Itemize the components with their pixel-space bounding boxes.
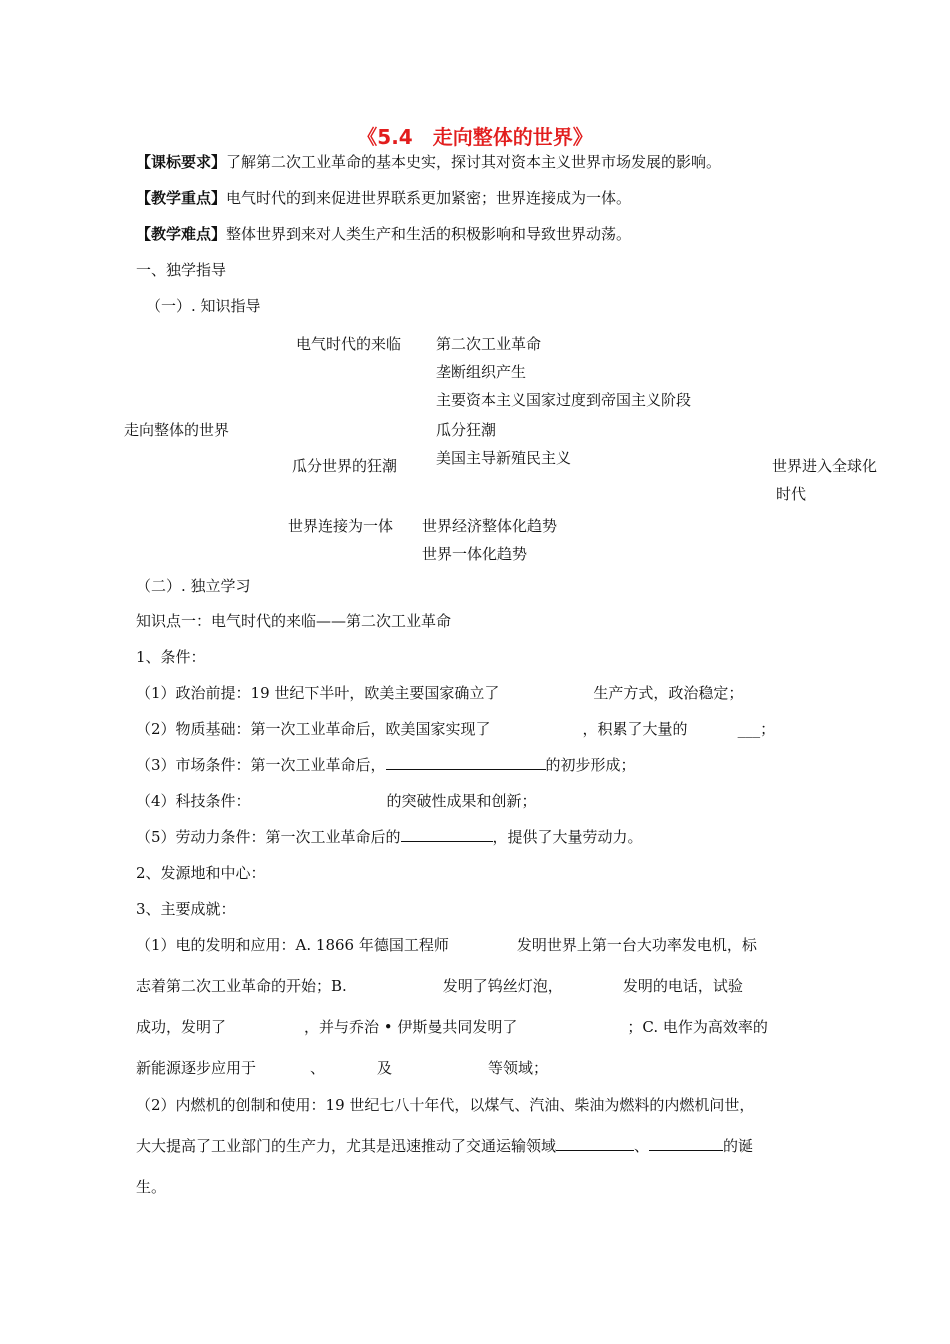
outline-item: 瓜分狂潮 [436,421,497,439]
requirement-label: 【课标要求】 [136,153,227,171]
condition-market: （3）市场条件：第一次工业革命后， 的初步形成； [136,756,636,774]
fill-blank[interactable] [401,827,493,842]
requirement-text: 整体世界到来对人类生产和生活的积极影响和导致世界动荡。 [226,225,632,243]
requirement-text: 电气时代的到来促进世界联系更加紧密；世界连接成为一体。 [226,189,632,207]
fill-blank[interactable] [386,755,546,770]
subsection-heading: （二）. 独立学习 [136,577,251,595]
requirement-label: 【教学重点】 [136,189,227,207]
outline-item: 世界一体化趋势 [422,545,528,563]
outline-branch-partition: 瓜分世界的狂潮 [292,457,398,475]
outline-item: 世界经济整体化趋势 [422,517,558,535]
requirement-standard [136,152,721,172]
question-origin: 2、发源地和中心： [136,864,266,882]
outline-item: 垄断组织产生 [436,363,527,381]
condition-material: （2）物质基础：第一次工业革命后，欧美国家实现了 ，积累了大量的 ___； [136,720,776,738]
fill-blank[interactable] [649,1136,723,1151]
achievement-electric-line3: 成功，发明了 ，并与乔治 • 伊斯曼共同发明了 ；C. 电作为高效率的 [136,1018,768,1036]
condition-labor: （5）劳动力条件：第一次工业革命后的 ，提供了大量劳动力。 [136,828,643,846]
question-conditions: 1、条件： [136,648,206,666]
outline-item: 美国主导新殖民主义 [436,449,572,467]
condition-political: （1）政治前提：19 世纪下半叶，欧美主要国家确立了 生产方式，政治稳定； [136,684,744,702]
outline-result-cont: 时代 [776,485,807,503]
section-heading: 一、独学指导 [136,261,227,279]
outline-item: 主要资本主义国家过度到帝国主义阶段 [436,391,692,409]
outline-branch-electric-age: 电气时代的来临 [296,335,402,353]
condition-technology: （4）科技条件： 的突破性成果和创新； [136,792,537,810]
requirement-difficulty [136,224,631,244]
outline-result: 世界进入全球化 [772,457,878,475]
achievement-electric-line4: 新能源逐步应用于 、 及 等领域； [136,1059,549,1077]
requirement-label: 【教学难点】 [136,225,227,243]
fill-blank[interactable] [556,1136,634,1151]
outline-branch-connected: 世界连接为一体 [288,517,394,535]
requirement-text: 了解第二次工业革命的基本史实，探讨其对资本主义世界市场发展的影响。 [226,153,722,171]
subsection-heading: （一）. 知识指导 [146,297,261,315]
question-achievements: 3、主要成就： [136,900,236,918]
achievement-engine-line3: 生。 [136,1178,167,1196]
outline-item: 第二次工业革命 [436,335,542,353]
outline-root: 走向整体的世界 [124,421,230,439]
achievement-engine-line2: 大大提高了工业部门的生产力，尤其是迅速推动了交通运输领域 、 的诞 [136,1137,754,1155]
requirement-focus [136,188,631,208]
achievement-electric-line2: 志着第二次工业革命的开始；B. 发明了钨丝灯泡， 发明的电话，试验 [136,977,743,995]
achievement-electric-line1: （1）电的发明和应用：A. 1866 年德国工程师 发明世界上第一台大功率发电机，标 [136,936,757,954]
achievement-engine-line1: （2）内燃机的创制和使用：19 世纪七八十年代，以煤气、汽油、柴油为燃料的内燃机问世， [136,1096,755,1114]
knowledge-point: 知识点一：电气时代的来临——第二次工业革命 [136,612,452,630]
page-title: 《5.4 走向整体的世界》 [357,125,593,149]
